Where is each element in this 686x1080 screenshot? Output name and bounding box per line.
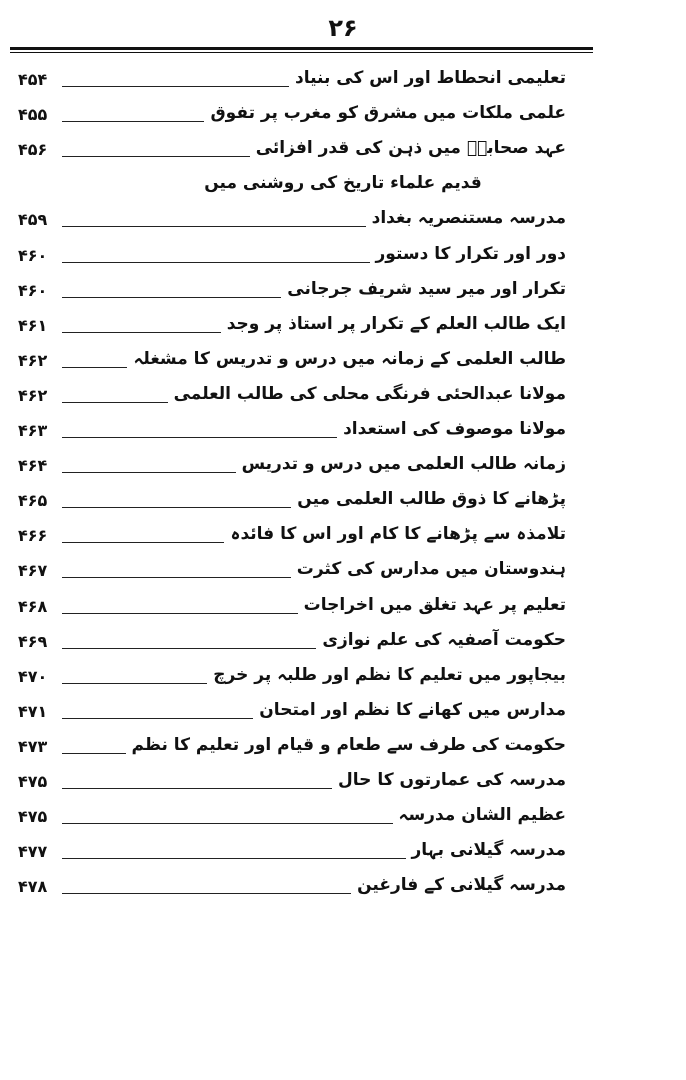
toc-page-number: ۴۷۳ [18, 736, 48, 756]
header-rule-thin [10, 52, 593, 53]
toc-entry-title: بیجاپور میں تعلیم کا نظم اور طلبہ پر خرچ [213, 664, 566, 685]
toc-row [0, 409, 686, 444]
toc-entry-title: حکومت آصفیہ کی علم نوازی [322, 629, 566, 650]
toc-page-number: ۴۷۸ [18, 877, 48, 897]
toc-row [0, 725, 686, 760]
toc-leader-line [62, 437, 337, 438]
section-heading-text: قدیم علماء تاریخ کی روشنی میں [204, 173, 482, 194]
toc-row [0, 549, 686, 584]
toc-leader-line [62, 262, 370, 263]
toc-entry-title: طالب العلمی کے زمانہ میں درس و تدریس کا مشغلہ [133, 348, 566, 369]
toc-page-number: ۴۵۵ [18, 105, 48, 125]
toc-entry-title: پڑھانے کا ذوق طالب العلمی میں [297, 489, 566, 510]
toc-row [0, 93, 686, 128]
toc-leader-line [62, 332, 221, 333]
toc-leader-line [62, 683, 207, 684]
toc-page-number: ۴۵۴ [18, 70, 48, 90]
toc-row [0, 620, 686, 655]
toc-page-number: ۴۶۲ [18, 385, 48, 405]
toc-page-number: ۴۵۹ [18, 210, 48, 230]
toc-leader-line [62, 753, 126, 754]
toc-entry-title: مدرسہ گیلانی کے فارغین [357, 875, 566, 896]
toc-page-number: ۴۷۵ [18, 807, 48, 827]
toc-entry-title: مدرسہ گیلانی بہار [411, 840, 566, 861]
toc-leader-line [62, 226, 366, 227]
toc-row [0, 655, 686, 690]
toc-entry-title: تکرار اور میر سید شریف جرجانی [287, 278, 566, 299]
toc-entry-title: ہندوستان میں مدارس کی کثرت [296, 559, 566, 580]
toc-leader-line [62, 507, 291, 508]
toc-row [0, 479, 686, 514]
toc-row [0, 690, 686, 725]
toc-page-number: ۴۶۵ [18, 491, 48, 511]
toc-page-number: ۴۶۸ [18, 596, 48, 616]
toc-entry-title: حکومت کی طرف سے طعام و قیام اور تعلیم کا نظم [131, 734, 566, 755]
toc-row [0, 760, 686, 795]
toc-leader-line [62, 86, 289, 87]
toc-leader-line [62, 367, 127, 368]
toc-page-number: ۴۶۷ [18, 561, 48, 581]
toc-entry-title: عہد صحابہؓ میں ذہن کی قدر افزائی [255, 138, 566, 159]
toc-entry-title: دور اور تکرار کا دستور [375, 243, 566, 264]
toc-entry-title: ایک طالب العلم کے تکرار پر استاذ پر وجد [226, 313, 566, 334]
toc-entry-title: علمی ملکات میں مشرق کو مغرب پر تفوق [210, 103, 566, 124]
toc-page-number: ۴۶۲ [18, 350, 48, 370]
toc-page-number: ۴۵۶ [18, 140, 48, 160]
toc-row [0, 58, 686, 93]
toc-entry-title: تلامذہ سے پڑھانے کا کام اور اس کا فائدہ [230, 524, 566, 545]
toc-leader-line [62, 121, 204, 122]
header-rule-thick [10, 47, 593, 50]
toc-entry-title: عظیم الشان مدرسہ [398, 805, 566, 826]
toc-page-number: ۴۶۴ [18, 456, 48, 476]
page-number: ۲۶ [328, 14, 358, 42]
toc-page-number: ۴۶۱ [18, 315, 48, 335]
toc-entry-title: مدرسہ مستنصریہ بغداد [371, 208, 566, 229]
toc-row [0, 830, 686, 865]
toc-leader-line [62, 472, 236, 473]
toc-leader-line [62, 613, 298, 614]
toc-page-number: ۴۶۶ [18, 526, 48, 546]
toc-leader-line [62, 577, 291, 578]
toc-row [0, 269, 686, 304]
toc-leader-line [62, 893, 351, 894]
toc-leader-line [62, 297, 281, 298]
table-of-contents [0, 58, 686, 900]
toc-page-number: ۴۷۰ [18, 666, 48, 686]
toc-entry-title: تعلیم پر عہد تغلق میں اخراجات [303, 594, 566, 615]
toc-row [0, 374, 686, 409]
toc-row [0, 514, 686, 549]
toc-leader-line [62, 858, 406, 859]
toc-page-number: ۴۷۷ [18, 842, 48, 862]
toc-leader-line [62, 156, 250, 157]
toc-page-number: ۴۶۳ [18, 421, 48, 441]
toc-entry-title: زمانہ طالب العلمی میں درس و تدریس [241, 454, 566, 475]
toc-row [0, 444, 686, 479]
toc-page-number: ۴۶۰ [18, 280, 48, 300]
toc-row [0, 198, 686, 233]
toc-leader-line [62, 402, 168, 403]
toc-leader-line [62, 542, 224, 543]
toc-page-number: ۴۶۰ [18, 245, 48, 265]
toc-entry-title: مدرسہ کی عمارتوں کا حال [338, 769, 566, 790]
toc-row [0, 304, 686, 339]
toc-entry-title: مولانا موصوف کی استعداد [343, 419, 566, 440]
toc-row [0, 339, 686, 374]
toc-leader-line [62, 718, 253, 719]
toc-page-number: ۴۷۱ [18, 701, 48, 721]
toc-entry-title: تعلیمی انحطاط اور اس کی بنیاد [294, 68, 566, 89]
toc-row [0, 795, 686, 830]
toc-entry-title: مدارس میں کھانے کا نظم اور امتحان [259, 699, 566, 720]
toc-row [0, 865, 686, 900]
toc-leader-line [62, 823, 393, 824]
toc-row [0, 128, 686, 163]
toc-page-number: ۴۷۵ [18, 771, 48, 791]
toc-row [0, 584, 686, 619]
toc-leader-line [62, 788, 332, 789]
toc-entry-title: مولانا عبدالحئی فرنگی محلی کی طالب العلمی [173, 383, 566, 404]
toc-section-heading [0, 163, 686, 198]
toc-page-number: ۴۶۹ [18, 631, 48, 651]
toc-row [0, 233, 686, 268]
toc-leader-line [62, 648, 316, 649]
